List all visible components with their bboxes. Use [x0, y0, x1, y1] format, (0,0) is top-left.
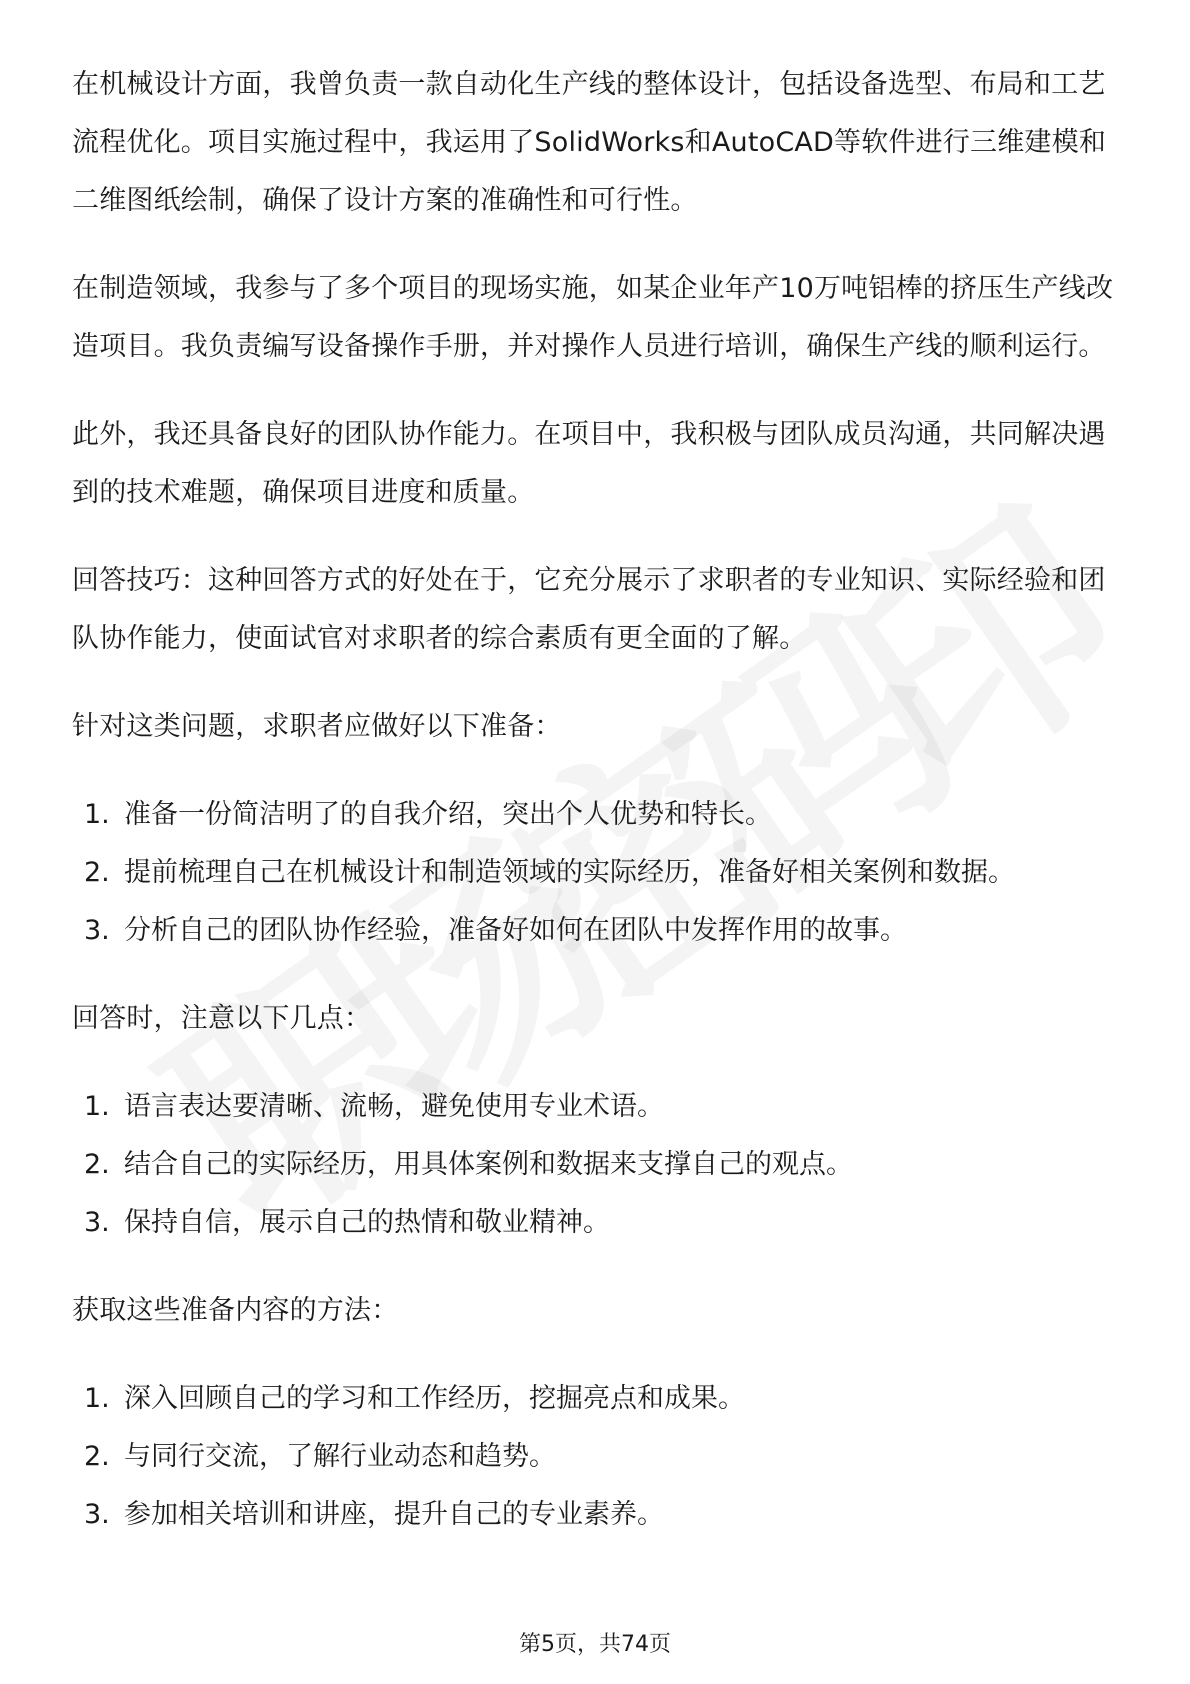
preparation-list [72, 786, 1122, 960]
list-item [72, 902, 1122, 960]
paragraph-answer-tips: 回答技巧：这种回答方式的好处在于，它充分展示了求职者的专业知识、实际经验和团队协作能力，使面试官对求职者的综合素质有更全面的了解。 [72, 565, 1106, 654]
list-item [72, 844, 1122, 902]
list-number: 2. [84, 1441, 110, 1472]
list-item [72, 1136, 1122, 1194]
section-heading-answering: 回答时，注意以下几点： [72, 1003, 372, 1034]
list-item-text: 参加相关培训和讲座，提升自己的专业素养。 [124, 1499, 664, 1530]
paragraph-mechanical-design: 在机械设计方面，我曾负责一款自动化生产线的整体设计，包括设备选型、布局和工艺流程优化。项目实施过程中，我运用了SolidWorks和AutoCAD等软件进行三维建模和二维图纸绘制，确保了设计方案的准确性和可行性。 [72, 69, 1107, 216]
list-item [72, 786, 1122, 844]
answering-list [72, 1078, 1122, 1252]
document-body [72, 56, 1122, 1574]
list-item [72, 1078, 1122, 1136]
section-heading-preparation: 针对这类问题，求职者应做好以下准备： [72, 711, 562, 742]
list-item [72, 1428, 1122, 1486]
methods-list [72, 1370, 1122, 1544]
list-item [72, 1486, 1122, 1544]
list-item-text: 结合自己的实际经历，用具体案例和数据来支撑自己的观点。 [124, 1149, 853, 1180]
list-item-text: 提前梳理自己在机械设计和制造领域的实际经历，准备好相关案例和数据。 [124, 857, 1015, 888]
list-number: 3. [84, 1499, 110, 1530]
list-item-text: 保持自信，展示自己的热情和敬业精神。 [124, 1207, 610, 1238]
list-number: 3. [84, 1207, 110, 1238]
list-item-text: 语言表达要清晰、流畅，避免使用专业术语。 [124, 1091, 664, 1122]
list-number: 1. [84, 1091, 110, 1122]
list-number: 2. [84, 1149, 110, 1180]
section-heading-methods: 获取这些准备内容的方法： [72, 1295, 399, 1326]
list-item-text: 分析自己的团队协作经验，准备好如何在团队中发挥作用的故事。 [124, 915, 907, 946]
paragraph-teamwork: 此外，我还具备良好的团队协作能力。在项目中，我积极与团队成员沟通，共同解决遇到的技术难题，确保项目进度和质量。 [72, 419, 1106, 508]
list-number: 2. [84, 857, 110, 888]
list-item-text: 与同行交流，了解行业动态和趋势。 [124, 1441, 556, 1472]
list-number: 1. [84, 799, 110, 830]
page-number-footer: 第5页，共74页 [519, 1632, 671, 1657]
list-item-text: 深入回顾自己的学习和工作经历，挖掘亮点和成果。 [124, 1383, 745, 1414]
paragraph-manufacturing: 在制造领域，我参与了多个项目的现场实施，如某企业年产10万吨铝棒的挤压生产线改造项目。我负责编写设备操作手册，并对操作人员进行培训，确保生产线的顺利运行。 [72, 273, 1114, 362]
list-item [72, 1370, 1122, 1428]
list-number: 3. [84, 915, 110, 946]
list-item [72, 1194, 1122, 1252]
list-number: 1. [84, 1383, 110, 1414]
list-item-text: 准备一份简洁明了的自我介绍，突出个人优势和特长。 [124, 799, 772, 830]
